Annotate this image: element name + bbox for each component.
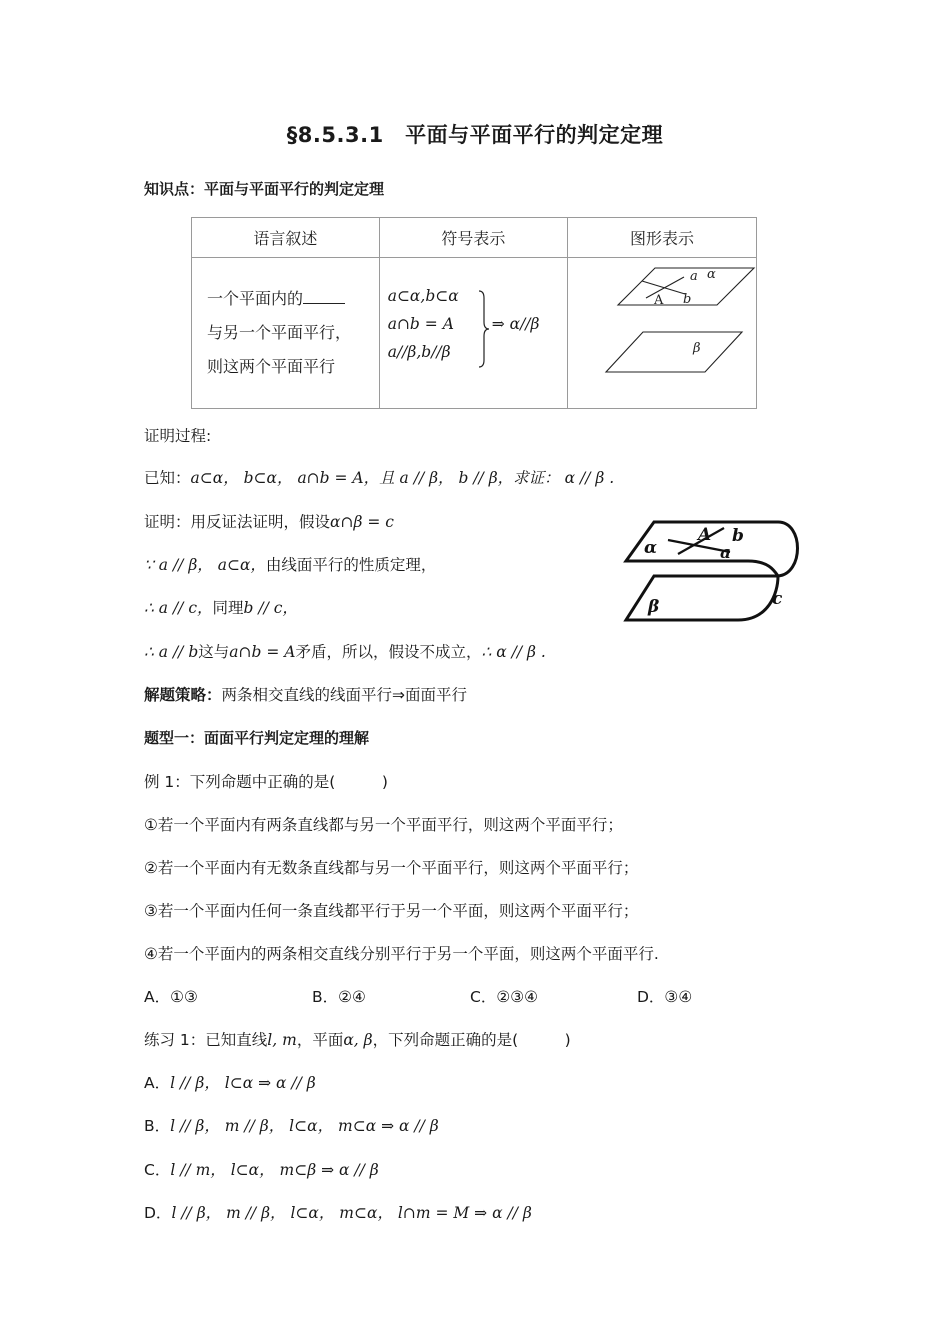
exercise1-option-b-label: B． bbox=[144, 1117, 171, 1135]
proof-heading: 证明过程: bbox=[144, 427, 212, 445]
symbol-result: ⇒ α//β bbox=[491, 315, 540, 333]
table-cell-language bbox=[192, 258, 380, 409]
step1-text: 由线面平行的性质定理， bbox=[265, 556, 437, 574]
example1-option-b: B．②④ bbox=[312, 988, 366, 1006]
right-brace-icon bbox=[478, 290, 490, 368]
step3-math: ∴ a // b bbox=[144, 643, 199, 661]
label-b: b bbox=[683, 292, 692, 307]
given-line bbox=[144, 466, 614, 488]
fill-blank bbox=[303, 285, 345, 304]
table-header-figure: 图形表示 bbox=[568, 218, 757, 258]
exercise1-mid: ，平面 bbox=[296, 1031, 344, 1049]
exercise1-stem bbox=[144, 1028, 571, 1050]
given-math: a⊂α， b⊂α， a∩b = A，且 a // β， b // β，求证： α // β . bbox=[190, 469, 615, 487]
page-title: §8.5.3.1 平面与平面平行的判定定理 bbox=[286, 123, 664, 147]
step2-math: ∴ a // c， bbox=[144, 599, 213, 617]
exercise1-option-c-math: l // m， l⊂α， m⊂β ⇒ α // β bbox=[170, 1161, 379, 1179]
bend-outer bbox=[778, 522, 798, 576]
language-line-3: 则这两个平面平行 bbox=[207, 357, 336, 376]
exercise1-option-a bbox=[144, 1071, 316, 1093]
proof-label-b: b bbox=[732, 526, 744, 546]
step3-text: 这与 bbox=[198, 643, 230, 661]
given-label: 已知： bbox=[144, 469, 191, 487]
table-cell-symbol bbox=[379, 258, 567, 409]
symbol-line-1: a⊂α,b⊂α bbox=[387, 287, 459, 305]
proof-step-1 bbox=[144, 553, 436, 575]
bend-inner bbox=[748, 561, 778, 576]
exercise1-suffix: ，下列命题正确的是( ) bbox=[372, 1031, 571, 1049]
language-line-1: 一个平面内的 bbox=[207, 289, 304, 308]
example1-stem: 例 1：下列命题中正确的是( ) bbox=[144, 773, 388, 791]
label-beta: β bbox=[693, 341, 701, 356]
example1-item-4: ④若一个平面内的两条相交直线分别平行于另一个平面，则这两个平面平行. bbox=[144, 945, 659, 963]
proof-figure bbox=[618, 514, 806, 628]
exercise1-option-a-label: A． bbox=[144, 1074, 171, 1092]
example1-item-1: ①若一个平面内有两条直线都与另一个平面平行，则这两个平面平行； bbox=[144, 816, 623, 834]
table-header-language: 语言叙述 bbox=[192, 218, 380, 258]
exercise1-option-d bbox=[144, 1201, 532, 1223]
step1-math: ∵ a // β， a⊂α， bbox=[144, 556, 266, 574]
label-A: A bbox=[654, 293, 664, 308]
step2-text: 同理 bbox=[212, 599, 244, 617]
plane-beta bbox=[606, 332, 742, 372]
exercise1-option-d-math: l // β， m // β， l⊂α， m⊂α， l∩m = M ⇒ α // β bbox=[171, 1204, 532, 1222]
example1-option-c: C．②③④ bbox=[470, 988, 539, 1006]
step3-math2: a∩b = A bbox=[229, 643, 296, 661]
example1-item-3: ③若一个平面内任何一条直线都平行于另一个平面，则这两个平面平行； bbox=[144, 902, 639, 920]
step3-math3: ∴ α // β . bbox=[481, 643, 546, 661]
exercise1-math1: l, m bbox=[267, 1031, 297, 1049]
label-alpha: α bbox=[707, 267, 716, 282]
exercise1-option-b-math: l // β， m // β， l⊂α， m⊂α ⇒ α // β bbox=[170, 1117, 439, 1135]
proof-label-c: c bbox=[772, 589, 783, 609]
proof-line bbox=[144, 510, 394, 532]
proof-label-A: A bbox=[698, 525, 712, 545]
symbol-line-3: a//β,b//β bbox=[387, 343, 451, 361]
theorem-table bbox=[191, 217, 757, 409]
parallel-planes-figure bbox=[568, 258, 756, 404]
proof-label-a: a bbox=[720, 543, 732, 563]
table-header-symbol: 符号表示 bbox=[379, 218, 567, 258]
exercise1-option-c-label: C． bbox=[144, 1161, 171, 1179]
proof-label-alpha: α bbox=[644, 538, 658, 558]
proof-label: 证明：用反证法证明，假设 bbox=[144, 513, 331, 531]
language-line-2: 与另一个平面平行， bbox=[207, 323, 352, 342]
example1-item-2: ②若一个平面内有无数条直线都与另一个平面平行，则这两个平面平行； bbox=[144, 859, 639, 877]
exercise1-option-d-label: D． bbox=[144, 1204, 172, 1222]
exercise1-math2: α, β bbox=[343, 1031, 373, 1049]
exercise1-option-b bbox=[144, 1114, 439, 1136]
proof-step-2 bbox=[144, 596, 298, 618]
line-a bbox=[642, 281, 685, 294]
line-b bbox=[646, 277, 684, 298]
exercise1-option-c bbox=[144, 1158, 379, 1180]
step2-math2: b // c， bbox=[243, 599, 298, 617]
exercise1-option-a-math: l // β， l⊂α ⇒ α // β bbox=[170, 1074, 316, 1092]
proof-step-3 bbox=[144, 640, 546, 662]
step3-text2: 矛盾，所以，假设不成立， bbox=[295, 643, 482, 661]
type1-heading: 题型一：面面平行判定定理的理解 bbox=[144, 729, 370, 747]
label-a: a bbox=[690, 269, 698, 284]
strategy-line bbox=[144, 683, 467, 705]
exercise1-prefix: 练习 1：已知直线 bbox=[144, 1031, 268, 1049]
strategy-label: 解题策略： bbox=[144, 686, 222, 704]
strategy-text: 两条相交直线的线面平行⇒面面平行 bbox=[221, 686, 468, 704]
example1-option-d: D．③④ bbox=[637, 988, 693, 1006]
example1-option-a: A．①③ bbox=[144, 988, 198, 1006]
table-cell-figure bbox=[568, 258, 757, 409]
knowledge-heading: 知识点：平面与平面平行的判定定理 bbox=[144, 180, 385, 198]
proof-label-beta: β bbox=[648, 597, 660, 617]
proof-math: α∩β = c bbox=[330, 513, 394, 531]
symbol-line-2: a∩b = A bbox=[387, 315, 454, 333]
